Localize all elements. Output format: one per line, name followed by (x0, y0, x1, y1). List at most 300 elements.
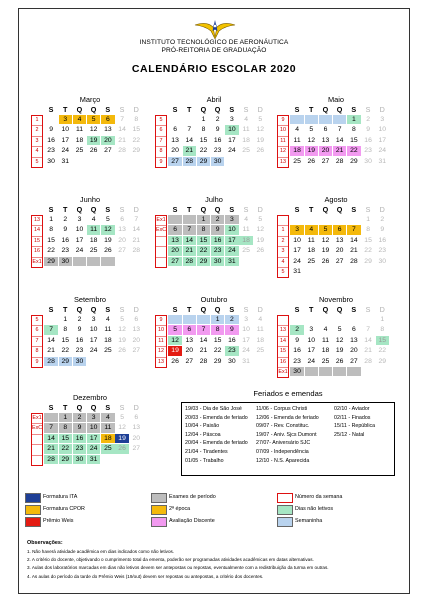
week-number: 2 (278, 237, 288, 247)
legend-label: Formatura CPOR (43, 506, 85, 512)
day-cell: 30 (73, 357, 86, 366)
day-cell: 19 (305, 146, 318, 155)
day-cell: 5 (309, 126, 314, 134)
month-block (31, 295, 149, 387)
weekday-header: Q (76, 205, 83, 214)
day-cell: 27 (168, 157, 181, 166)
day-cell: 22 (61, 347, 70, 355)
weekday-header: Q (200, 205, 207, 214)
day-cell: 9 (73, 423, 86, 432)
week-number-column (31, 413, 43, 466)
day-cell: 14 (118, 126, 126, 134)
day-cell: 2 (225, 315, 238, 324)
day-cell: 24 (293, 257, 301, 265)
weekday-header: Q (322, 305, 329, 314)
day-cell: 28 (364, 357, 372, 365)
day-cell: 2 (77, 316, 82, 323)
day-cell: 26 (321, 257, 330, 265)
day-cell: 16 (364, 136, 372, 144)
day-cell: 1 (201, 116, 206, 123)
day-cell: 10 (307, 336, 316, 344)
month-block (31, 95, 149, 187)
day-cell: 17 (87, 434, 100, 443)
day-cell: 2 (215, 116, 220, 123)
holiday-entry (334, 457, 375, 466)
legend-swatch (151, 493, 167, 503)
day-cell: 1 (366, 216, 370, 223)
calendar-page (18, 8, 410, 594)
day-cell: 12 (335, 336, 344, 344)
week-number: 16 (278, 358, 288, 368)
day-cell: 15 (132, 126, 141, 134)
day-cell: 30 (47, 157, 55, 165)
week-number-column (31, 215, 43, 268)
week-number (156, 247, 166, 257)
day-cell: 31 (242, 357, 250, 365)
day-cell: 18 (321, 347, 330, 355)
holidays-panel (181, 389, 395, 481)
day-cell: 15 (213, 336, 222, 344)
holidays-box (181, 402, 395, 476)
day-cell: 7 (347, 225, 360, 234)
day-cell (239, 257, 252, 266)
day-cell: 4 (305, 225, 318, 234)
weekday-header: D (379, 205, 385, 214)
weekday-header: S (229, 105, 235, 114)
week-number-column (155, 215, 167, 268)
day-cell (305, 115, 318, 124)
month-name: Setembro (73, 295, 107, 304)
weekday-header: D (257, 105, 263, 114)
day-cell: 18 (290, 146, 303, 155)
day-cell: 8 (351, 126, 356, 134)
day-cell: 16 (211, 236, 224, 245)
day-cell: 7 (120, 116, 124, 123)
day-cell: 21 (350, 247, 358, 255)
week-number-column (31, 315, 43, 368)
month-name: Agosto (324, 195, 348, 204)
observations-heading: Observações: (27, 540, 63, 546)
day-cell: 1 (63, 316, 68, 323)
week-number-column (31, 115, 43, 168)
day-cell: 28 (183, 257, 196, 266)
legend-swatch (25, 493, 41, 503)
month-block (31, 195, 149, 287)
day-cell: 15 (47, 236, 55, 244)
day-cell: 15 (199, 136, 208, 144)
day-cell: 25 (75, 147, 84, 155)
day-cell: 4 (105, 316, 110, 323)
holiday-entry: 19/07 - Aniv. Sjcs Dumont (256, 431, 317, 438)
week-number: 1 (32, 116, 42, 126)
week-number: 5 (156, 116, 166, 126)
week-number: ExC (32, 424, 42, 434)
day-cell (347, 367, 360, 376)
day-cell: 8 (211, 325, 224, 334)
day-cell: 25 (89, 247, 98, 255)
day-cell (347, 215, 360, 224)
day-cell: 13 (350, 336, 358, 344)
weekday-header: Q (322, 105, 329, 114)
day-cell: 16 (228, 336, 236, 344)
day-cell: 29 (59, 455, 72, 464)
day-cell: 24 (89, 347, 98, 355)
observation-item: 2. A critério do docente, objetivando o cumprimento total da ementa, poderão ser programadas atividades acadêmicas em datas alternativas. (27, 557, 314, 563)
day-cell: 14 (185, 136, 194, 144)
day-cell: 9 (211, 225, 224, 234)
day-cell: 22 (132, 136, 141, 144)
day-cell: 15 (59, 434, 72, 443)
day-cell: 30 (211, 257, 224, 266)
week-number: Ex1 (278, 368, 288, 375)
month-name: Março (79, 95, 101, 104)
week-number: 12 (156, 347, 166, 357)
day-cell: 23 (61, 247, 70, 255)
weekday-header: S (105, 105, 111, 114)
day-cell: 14 (183, 236, 196, 245)
month-name: Abril (206, 95, 222, 104)
day-cell: 1 (347, 115, 360, 124)
day-cell: 31 (61, 157, 70, 165)
day-cell: 10 (75, 226, 84, 234)
day-cell: 17 (378, 136, 387, 144)
week-number: 5 (32, 316, 42, 326)
day-cell: 11 (293, 136, 301, 144)
day-cell: 13 (335, 236, 344, 244)
day-cell: 1 (49, 216, 53, 223)
week-number: Ex1 (156, 216, 166, 226)
day-cell: 10 (225, 225, 238, 234)
month-block (277, 295, 395, 387)
day-cell: 10 (89, 326, 98, 334)
legend-swatch (277, 505, 293, 515)
weekday-header: Q (76, 305, 83, 314)
weekday-header: S (351, 305, 357, 314)
day-cell: 17 (89, 336, 98, 344)
day-cell: 9 (225, 325, 238, 334)
weekday-header: Q (90, 105, 97, 114)
month-name: Maio (327, 95, 345, 104)
day-cell: 26 (307, 157, 316, 165)
week-number-column (277, 215, 289, 278)
weekday-header: T (62, 105, 68, 114)
day-cell: 25 (293, 157, 301, 165)
weekday-header: S (365, 305, 371, 314)
day-cell: 4 (73, 115, 86, 124)
day-cell: 25 (242, 147, 250, 155)
week-number: 10 (156, 326, 166, 336)
day-cell: 6 (351, 326, 356, 334)
day-cell: 10 (242, 326, 250, 334)
weekday-header: T (308, 205, 314, 214)
day-cell: 27 (118, 247, 126, 255)
legend-swatch (25, 517, 41, 527)
day-cell: 3 (91, 316, 96, 323)
day-cell: 8 (49, 226, 53, 234)
day-cell: 30 (73, 455, 86, 464)
week-number: 11 (278, 137, 288, 147)
day-cell: 22 (378, 347, 387, 355)
week-number: 4 (32, 147, 42, 157)
week-number: 13 (280, 158, 286, 165)
day-cell: 21 (132, 236, 141, 244)
day-cell: 17 (75, 236, 84, 244)
day-cell: 21 (364, 347, 372, 355)
day-cell: 24 (307, 357, 316, 365)
weekday-header: S (172, 205, 178, 214)
weekday-header: Q (214, 305, 221, 314)
day-cell: 9 (295, 336, 299, 344)
day-cell: 2 (73, 413, 86, 422)
day-cell: 24 (75, 247, 84, 255)
day-cell: 19 (115, 434, 128, 443)
month-block (155, 195, 273, 287)
holiday-entry: 12/04 - Páscoa (185, 431, 221, 438)
weekday-header: Q (214, 205, 221, 214)
weekday-header: S (119, 305, 125, 314)
weekday-header: S (48, 403, 54, 412)
day-cell: 5 (87, 115, 100, 124)
day-cell: 10 (225, 125, 238, 134)
day-cell: 23 (293, 357, 301, 365)
day-cell: 6 (183, 325, 196, 334)
weekday-header: S (229, 205, 235, 214)
weekday-header: T (308, 105, 314, 114)
day-cell: 17 (242, 336, 250, 344)
day-cell: 8 (134, 116, 139, 123)
day-cell: 14 (47, 336, 55, 344)
day-cell: 6 (168, 225, 181, 234)
day-cell (115, 455, 128, 464)
day-cell: 21 (183, 246, 196, 255)
legend-label: Avaliação Discente (169, 518, 215, 524)
weekday-header: S (351, 105, 357, 114)
legend-swatch (25, 505, 41, 515)
weekday-header: S (119, 205, 125, 214)
day-cell: 10 (293, 236, 301, 244)
day-cell: 21 (199, 347, 208, 355)
day-cell: 18 (75, 136, 84, 144)
day-cell: 9 (49, 126, 53, 134)
day-cell (333, 367, 346, 376)
day-cell: 19 (168, 346, 181, 355)
week-number: 15 (278, 347, 288, 357)
day-cell: 8 (63, 326, 68, 334)
day-cell: 6 (120, 216, 124, 223)
day-cell: 16 (61, 236, 70, 244)
legend-label: Prêmio Weis (43, 518, 74, 524)
month-block (155, 95, 273, 187)
week-number: 5 (281, 268, 285, 275)
week-number: 9 (156, 316, 166, 326)
holiday-entry: 21/04 - Tiradentes (185, 448, 228, 455)
day-cell (319, 267, 332, 276)
weekday-header: S (48, 105, 54, 114)
day-cell: 20 (132, 336, 141, 344)
day-cell: 2 (380, 216, 385, 223)
holiday-entry (334, 448, 375, 457)
day-cell: 3 (77, 216, 82, 223)
weekday-header: Q (336, 305, 343, 314)
day-cell: 17 (307, 347, 316, 355)
ita-wings-logo (193, 17, 237, 41)
day-cell (73, 257, 86, 266)
holiday-entry: 11/06 - Corpus Christi (256, 406, 308, 412)
day-cell: 26 (115, 444, 128, 453)
day-cell: 9 (380, 226, 385, 234)
weekday-header: S (105, 305, 111, 314)
day-cell: 5 (120, 414, 124, 421)
day-cell: 20 (335, 247, 344, 255)
day-cell (305, 215, 318, 224)
day-cell (305, 267, 318, 276)
day-cell: 1 (59, 413, 72, 422)
day-cell: 6 (101, 115, 114, 124)
day-cell: 11 (75, 126, 84, 134)
day-cell: 26 (89, 147, 98, 155)
week-number (278, 316, 288, 326)
day-cell: 20 (118, 236, 126, 244)
day-cell: 27 (185, 357, 194, 365)
day-cell: 17 (225, 236, 238, 245)
day-cell: 4 (244, 116, 248, 123)
day-cell: 21 (183, 146, 196, 155)
weekday-header: T (62, 403, 68, 412)
day-cell (225, 157, 238, 166)
day-cell: 6 (323, 126, 328, 134)
day-cell: 23 (213, 147, 222, 155)
day-cell: 30 (211, 157, 224, 166)
day-cell (130, 157, 143, 166)
day-cell: 28 (44, 455, 57, 464)
day-cell: 29 (197, 157, 210, 166)
day-cell (44, 413, 57, 422)
weekday-header: S (105, 403, 111, 412)
day-cell: 8 (201, 126, 206, 134)
day-cell: 28 (335, 157, 344, 165)
weekday-header: S (365, 105, 371, 114)
day-cell: 7 (134, 216, 139, 223)
weekday-header: Q (336, 105, 343, 114)
day-cell: 3 (87, 413, 100, 422)
day-cell: 16 (293, 347, 301, 355)
weekday-header: S (365, 205, 371, 214)
weekday-header: D (133, 105, 139, 114)
day-cell: 25 (242, 247, 250, 255)
day-cell: 23 (73, 444, 86, 453)
weekday-header: T (186, 305, 192, 314)
day-cell: 1 (197, 215, 210, 224)
day-cell (101, 257, 114, 266)
weekday-header: D (133, 403, 139, 412)
day-cell: 12 (118, 326, 126, 334)
week-number: 1 (278, 226, 288, 236)
week-number (278, 216, 288, 226)
day-cell: 9 (77, 326, 82, 334)
day-cell: 24 (242, 347, 250, 355)
day-cell: 1 (211, 315, 224, 324)
day-cell: 21 (118, 136, 126, 144)
day-cell: 3 (229, 116, 234, 123)
weekday-header: Q (76, 403, 83, 412)
week-number: 10 (278, 126, 288, 136)
weekday-header: S (294, 105, 300, 114)
day-cell (101, 455, 114, 464)
day-cell: 25 (104, 347, 112, 355)
week-number: 14 (32, 226, 42, 236)
day-cell: 9 (63, 226, 68, 234)
day-cell: 18 (101, 434, 114, 443)
week-number-column (155, 315, 167, 368)
week-number: 13 (32, 216, 42, 226)
legend-label: Dias não letivos (295, 506, 334, 512)
day-cell: 27 (104, 147, 112, 155)
day-cell (376, 267, 389, 276)
weekday-header: S (294, 305, 300, 314)
legend-label: 2ª época (169, 506, 191, 512)
day-cell (347, 267, 360, 276)
week-number: 6 (32, 326, 42, 336)
day-cell: 29 (44, 257, 57, 266)
day-cell: 18 (89, 236, 98, 244)
day-cell: 27 (168, 257, 181, 266)
day-cell: 20 (101, 136, 114, 145)
day-cell (333, 315, 346, 324)
day-cell (115, 357, 128, 366)
weekday-header: S (48, 205, 54, 214)
day-cell: 20 (171, 147, 179, 155)
legend-swatch (151, 517, 167, 527)
week-number: 4 (278, 258, 288, 268)
day-cell: 31 (293, 268, 301, 275)
week-number: 8 (156, 147, 166, 157)
week-number (156, 258, 166, 267)
day-cell (183, 115, 196, 124)
month-name: Junho (79, 195, 101, 204)
day-cell (130, 257, 143, 266)
day-cell: 23 (75, 347, 84, 355)
day-cell (44, 115, 57, 124)
holidays-column-2 (256, 405, 319, 465)
weekday-header: Q (200, 105, 207, 114)
day-cell: 5 (120, 316, 124, 323)
day-cell: 11 (87, 225, 100, 234)
day-cell: 20 (132, 434, 141, 442)
day-cell: 29 (132, 147, 141, 155)
weekday-header: Q (90, 403, 97, 412)
day-cell: 21 (44, 444, 57, 453)
week-number-column (277, 315, 289, 378)
department-name: PRÓ-REITORIA DE GRADUAÇÃO (161, 47, 267, 54)
holidays-title: Feriados e emendas (253, 389, 323, 398)
day-cell: 20 (319, 146, 332, 155)
day-cell: 14 (335, 136, 344, 144)
day-cell: 11 (242, 226, 250, 234)
day-cell: 6 (333, 225, 346, 234)
weekday-header: Q (90, 305, 97, 314)
day-cell: 16 (75, 336, 84, 344)
day-cell: 30 (378, 257, 387, 265)
day-cell: 21 (47, 347, 55, 355)
weekday-header: D (257, 305, 263, 314)
day-cell: 26 (118, 347, 126, 355)
day-cell: 1 (380, 316, 385, 323)
day-cell: 27 (132, 445, 141, 453)
day-cell (87, 157, 100, 166)
day-cell (197, 315, 210, 324)
day-cell: 8 (197, 225, 210, 234)
day-cell (168, 315, 181, 324)
